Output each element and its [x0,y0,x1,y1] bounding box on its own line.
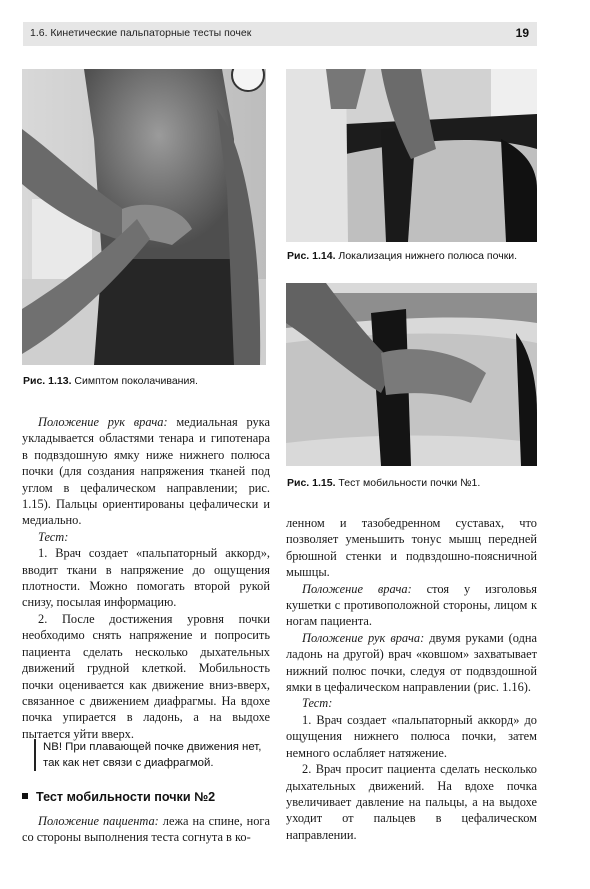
test-label [22,529,270,545]
paragraph: 2. После достижения уровня почки необходимо снять напряжение и попросить пациента сделать несколько дыхательных движений грудной клеткой. Мобильность почки оценивается как движение вниз-вверх, связанное с движением диафрагмы. На вдохе почка упирается в ладонь, а на выдохе пытается уйти вверх. [22,611,270,741]
right-column-text [286,515,537,843]
left-column-text [22,414,270,742]
paragraph: 1. Врач создает «пальпаторный аккорд», вводит ткани в напряжение до ощущения плотности. Можно помогать второй рукой снизу, посылая информацию. [22,546,270,610]
bullet-square-icon [22,793,28,799]
paragraph: ленном и тазобедренном суставах, что позволяет уменьшить тонус мышц передней брюшной стенки и подвздошно-поясничной мышцы. [286,516,537,580]
paragraph [22,813,270,846]
caption-number: Рис. 1.13. [23,375,72,387]
run-in-label: Тест: [302,696,333,711]
figure-1-13-photo [22,69,266,365]
figure-1-14-photo [286,69,537,242]
run-in-label: Положение рук врача: [302,630,425,645]
paragraph-text: двумя руками (одна ладонь на другой) врач «ковшом» захватывает нижний полюс почки, следуя от подвздошной ямки в цефалическом направлении (рис. 1.16). [286,630,538,695]
page-number: 19 [515,26,529,40]
running-header [23,22,537,46]
paragraph-text: медиальная рука укладывается областями тенара и гипотенара в подвздошную ямку ниже нижнего полюса почки (для создания напряжения тканей под углом в цефалическом направлении; рис. 1.15). Пальцы ориентированы цефалически и медиально. [22,415,271,528]
caption-number: Рис. 1.14. [287,250,336,262]
caption-text: Симптом поколачивания. [74,375,198,387]
caption-number: Рис. 1.15. [287,477,336,489]
paragraph [286,581,537,630]
paragraph-text: лежа на спине, нога со стороны выполнения теста согнута в ко- [22,814,270,845]
figure-1-15-photo [286,283,537,466]
run-in-label: Тест: [38,529,69,544]
figure-1-15-caption [287,477,480,489]
paragraph: 1. Врач создает «пальпаторный аккорд» до ощущения нижнего полюса почки, затем немного ослабляет натяжение. [286,712,537,760]
run-in-label: Положение рук врача: [38,415,168,429]
run-in-label: Положение пациента: [38,814,159,828]
paragraph-text: стоя у изголовья кушетки с противоположной стороны, лицом к ногам пациента. [286,581,537,629]
heading-text: Тест мобильности почки №2 [36,790,216,804]
test-label [286,695,537,711]
section-title: 1.6. Кинетические пальпаторные тесты почек [30,27,252,39]
figure-1-13-caption [23,375,198,387]
nb-note: NB! При плавающей почке движения нет, так как нет связи с диафрагмой. [34,739,279,771]
bottom-left-text [22,813,270,846]
figure-1-14-caption [287,250,517,262]
section-heading [22,790,215,804]
paragraph [286,630,537,696]
run-in-label: Положение врача: [302,581,412,596]
caption-text: Тест мобильности почки №1. [338,477,481,489]
caption-text: Локализация нижнего полюса почки. [338,250,518,262]
paragraph: 2. Врач просит пациента сделать несколько дыхательных движений. На вдохе почка увеличивает давление на пальцы, а на выдохе уходит от пальцев в цефалическом направлении. [286,762,537,842]
paragraph [22,414,270,529]
